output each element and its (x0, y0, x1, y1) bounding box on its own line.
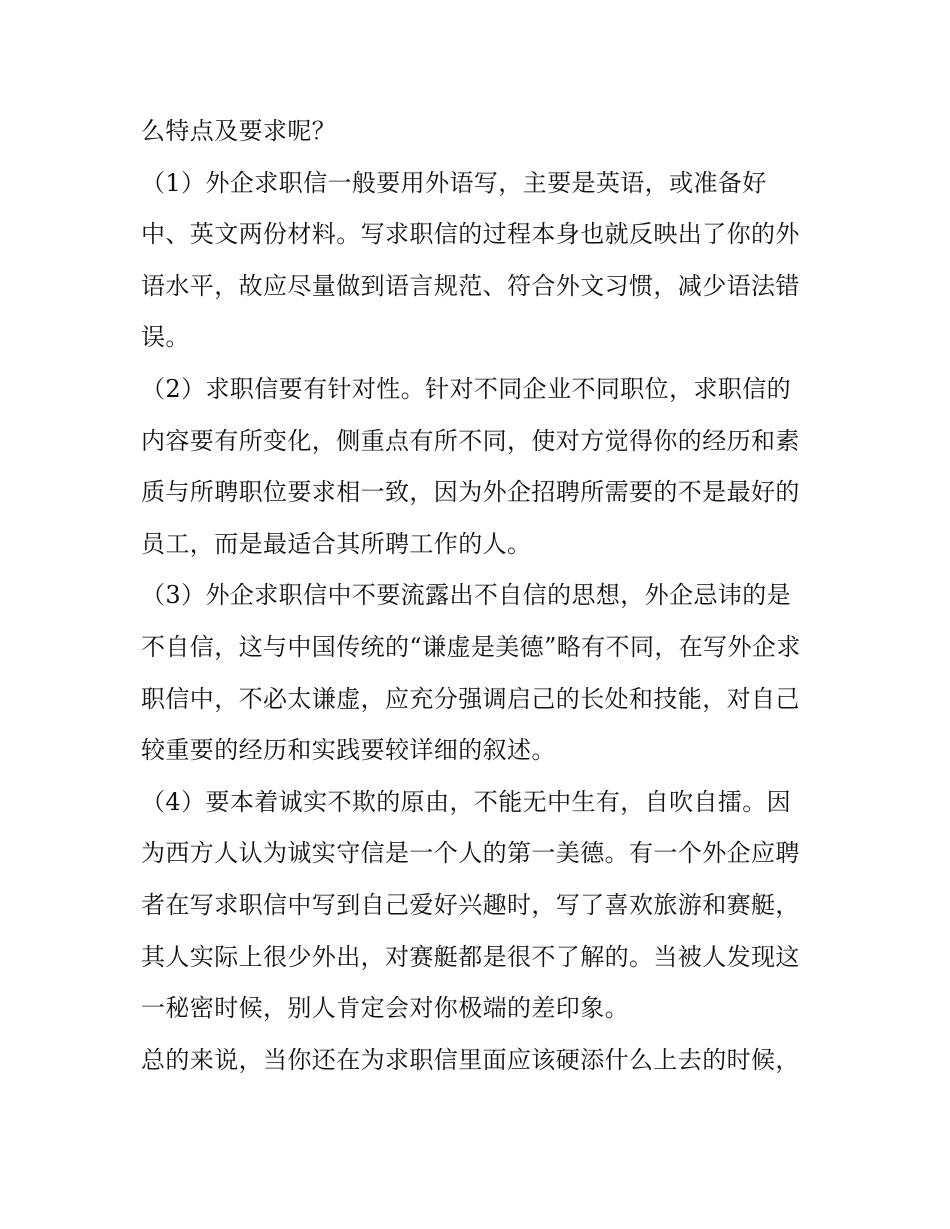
text-line: 中、英文两份材料。写求职信的过程本身也就反映出了你的外 (141, 220, 800, 249)
text-line: （1）外企求职信一般要用外语写，主要是英语，或准备好 (141, 168, 767, 197)
paragraph-point-2 (141, 364, 821, 570)
text-line: （2）求职信要有针对性。针对不同企业不同职位，求职信的 (141, 374, 792, 403)
text-line: 不自信，这与中国传统的“谦虚是美德”略有不同，在写外企求 (141, 632, 801, 661)
paragraph-point-4 (141, 777, 821, 1035)
text-line: 语水平，故应尽量做到语言规范、符合外文习惯，减少语法错 (141, 271, 800, 300)
text-line: 么特点及要求呢？ (141, 117, 337, 145)
text-line: 误。 (141, 323, 190, 352)
document-body (141, 106, 821, 1086)
text-line: （4）要本着诚实不欺的原由，不能无中生有，自吹自擂。因 (141, 787, 792, 816)
text-line: 员工，而是最适合其所聘工作的人。 (141, 529, 532, 558)
text-line: （3）外企求职信中不要流露出不自信的思想，外企忌讳的是 (141, 581, 792, 610)
text-line: 职信中，不必太谦虚，应充分强调启己的长处和技能，对自己 (141, 684, 800, 713)
text-line: 为西方人认为诚实守信是一个人的第一美德。有一个外企应聘 (141, 839, 800, 868)
text-line: 较重要的经历和实践要较详细的叙述。 (141, 736, 556, 765)
text-line: 质与所聘职位要求相一致，因为外企招聘所需要的不是最好的 (141, 478, 800, 507)
text-line: 其人实际上很少外出，对赛艇都是很不了解的。当被人发现这 (141, 942, 800, 971)
paragraph-intro (141, 106, 821, 158)
paragraph-summary (141, 1035, 821, 1087)
text-line: 一秘密时候，别人肯定会对你极端的差印象。 (141, 994, 629, 1023)
text-line: 内容要有所变化，侧重点有所不同，使对方觉得你的经历和素 (141, 426, 800, 455)
paragraph-point-1 (141, 158, 821, 364)
text-line: 者在写求职信中写到自己爱好兴趣时，写了喜欢旅游和赛艇， (141, 890, 800, 919)
text-line: 总的来说，当你还在为求职信里面应该硬添什么上去的时候， (141, 1045, 800, 1074)
paragraph-point-3 (141, 570, 821, 776)
